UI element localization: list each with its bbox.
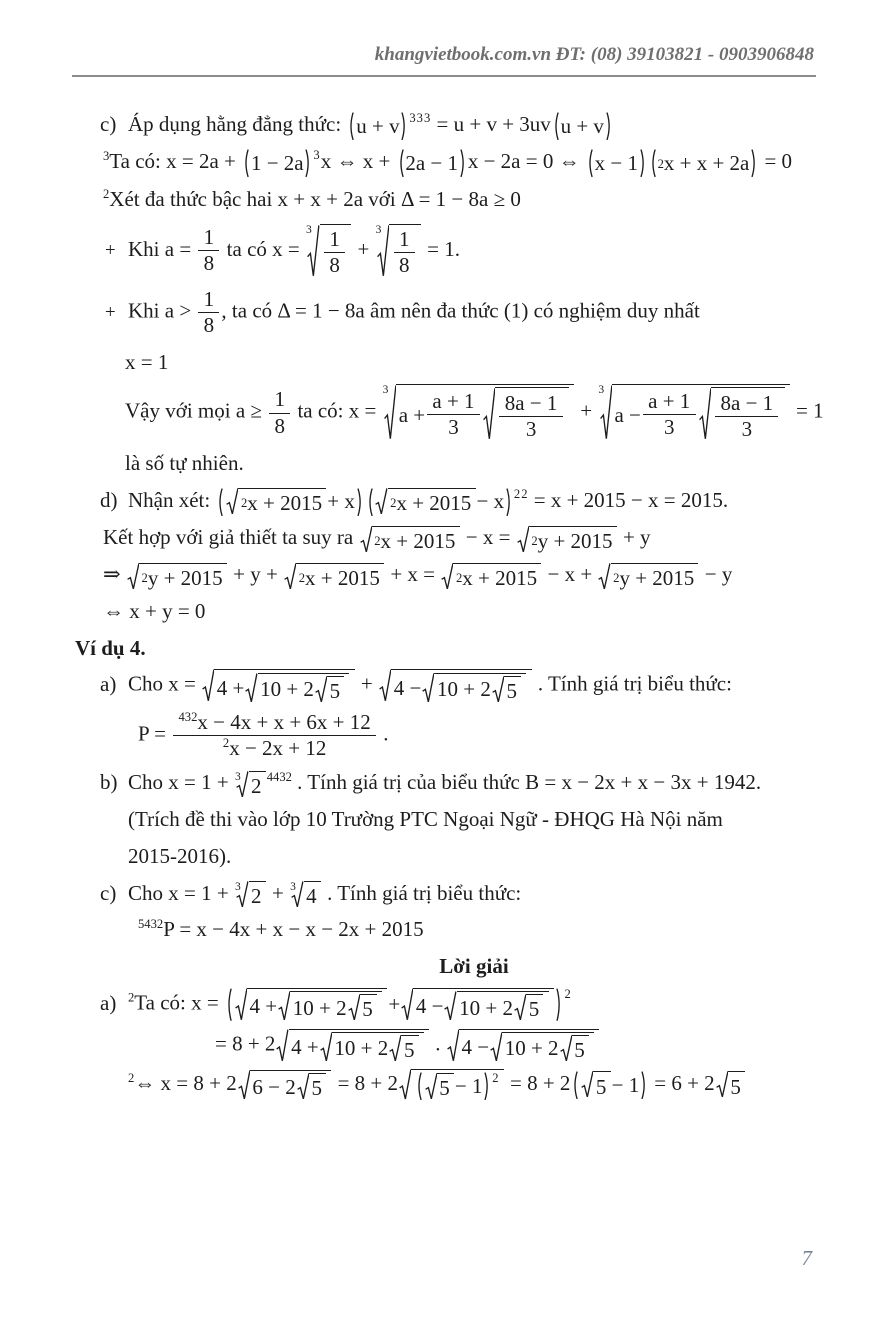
math-text: $^3$Ta có: x = 2a + 1 − 2a 3 x ⇔ x + 2a − 1 x − 2a = 0 ⇔ x − 1 2 x + x + 2a = 0 (103, 147, 792, 177)
math-text: Cho x = 4 + 10 + 2 5 + 4 − 10 + 2 5 . Tính giá trị biểu thức: (128, 669, 732, 702)
math-line (100, 449, 848, 479)
math-line (100, 523, 848, 553)
publisher-contact-text: khangvietbook.com.vn ĐT: (08) 39103821 - 0903906848 (374, 44, 814, 65)
math-text: Cho x = 1 + 3 2 + 3 4 . Tính giá trị biểu thức: (128, 880, 522, 909)
item-label: b) (100, 770, 118, 795)
math-text: Áp dụng hằng đẳng thức: u + v 3 3 3 = u + v + 3uv u + v (128, 110, 614, 140)
math-line (100, 952, 848, 982)
math-text: là số tự nhiên. (125, 450, 244, 475)
math-line (100, 597, 848, 627)
math-line (100, 1069, 848, 1101)
math-line (100, 224, 848, 278)
math-text: Khi a > $\frac{1}{8}$ , ta có Δ = 1 − 8a âm nên đa thức (1) có nghiệm duy nhất (128, 287, 700, 338)
item-label: c) (100, 112, 117, 136)
item-label: c) (100, 880, 117, 905)
math-text: Ví dụ 4. (75, 635, 146, 660)
item-label: + (105, 301, 116, 323)
math-line (100, 988, 848, 1021)
math-line (100, 384, 848, 442)
math-line (100, 560, 848, 590)
item-label: a) (100, 990, 117, 1015)
header-rule (72, 75, 816, 77)
item-label: a) (100, 671, 117, 696)
math-text: Kết hợp với giả thiết ta suy ra 2 x + 2015 − x = 2 y + 2015 + y (103, 525, 651, 553)
math-line (100, 879, 848, 909)
item-label: + (105, 239, 116, 261)
math-line (100, 842, 848, 872)
math-text: = 8 + 2 4 + 10 + 2 5 . 4 − 10 + 2 5 (215, 1029, 600, 1062)
page-header (72, 44, 814, 66)
math-text: Vậy với mọi a ≥ $\frac{1}{8}$ ta có: x = 3 a + $\frac{a + 1}{3}$ $\frac{8a - 1}{3}$ + 3 a − $\frac{a + 1}{3}$ $\frac{8a - 1}{3}$ = 1 (125, 384, 824, 441)
math-line (100, 669, 848, 702)
page-content (75, 98, 848, 1108)
math-text: ⇒ 2 y + 2015 + y + 2 x + 2015 + x = 2 x + 2015 − x + 2 y + 2015 − y (103, 561, 733, 590)
math-line (100, 768, 848, 798)
math-text: Nhận xét: 2 x + 2015 + x 2 x + 2015 − x 2 2 = x + 2015 − x = 2015. (128, 486, 729, 516)
math-text: ⇔ x + y = 0 (103, 598, 206, 623)
math-line (100, 185, 848, 215)
math-line (100, 147, 848, 177)
page-number: 7 (801, 1246, 812, 1270)
math-line (100, 915, 848, 945)
math-line (100, 110, 848, 140)
math-line (100, 805, 848, 835)
math-text: Cho x = 1 + 3 2 $^{4432}$ . Tính giá trị của biểu thức B = x − 2x + x − 3x + 1942. (128, 770, 762, 798)
math-line (100, 710, 848, 761)
item-label: d) (100, 487, 118, 512)
math-text: 2015-2016). (128, 843, 232, 868)
math-line (100, 287, 848, 338)
math-line (75, 634, 848, 664)
math-line (100, 486, 848, 516)
math-line (100, 348, 848, 378)
math-text: P = $\frac{^{432}x - 4x + x + 6x + 12}{^2x - 2x + 12}$ . (138, 709, 389, 761)
math-text: $^2$Ta có: x = 4 + 10 + 2 5 + 4 − 10 + 2 5 2 (128, 987, 571, 1022)
math-text: x = 1 (125, 349, 169, 374)
math-text: Khi a = $\frac{1}{8}$ ta có x = 3 $\frac{1}{8}$ + 3 $\frac{1}{8}$ = 1. (128, 223, 460, 277)
math-text: $^2$⇔ x = 8 + 2 6 − 2 5 = 8 + 2 5 − 1 2 = 8 + 2 5 − 1 = 6 + 2 5 (128, 1069, 746, 1101)
math-text: $^2$Xét đa thức bậc hai x + x + 2a với Δ = 1 − 8a ≥ 0 (103, 186, 521, 211)
math-text: Lời giải (439, 954, 509, 979)
math-text: $^{5432}$P = x − 4x + x − x − 2x + 2015 (138, 917, 424, 942)
math-text: (Trích đề thi vào lớp 10 Trường PTC Ngoại Ngữ - ĐHQG Hà Nội năm (128, 807, 723, 832)
math-line (100, 1029, 848, 1062)
